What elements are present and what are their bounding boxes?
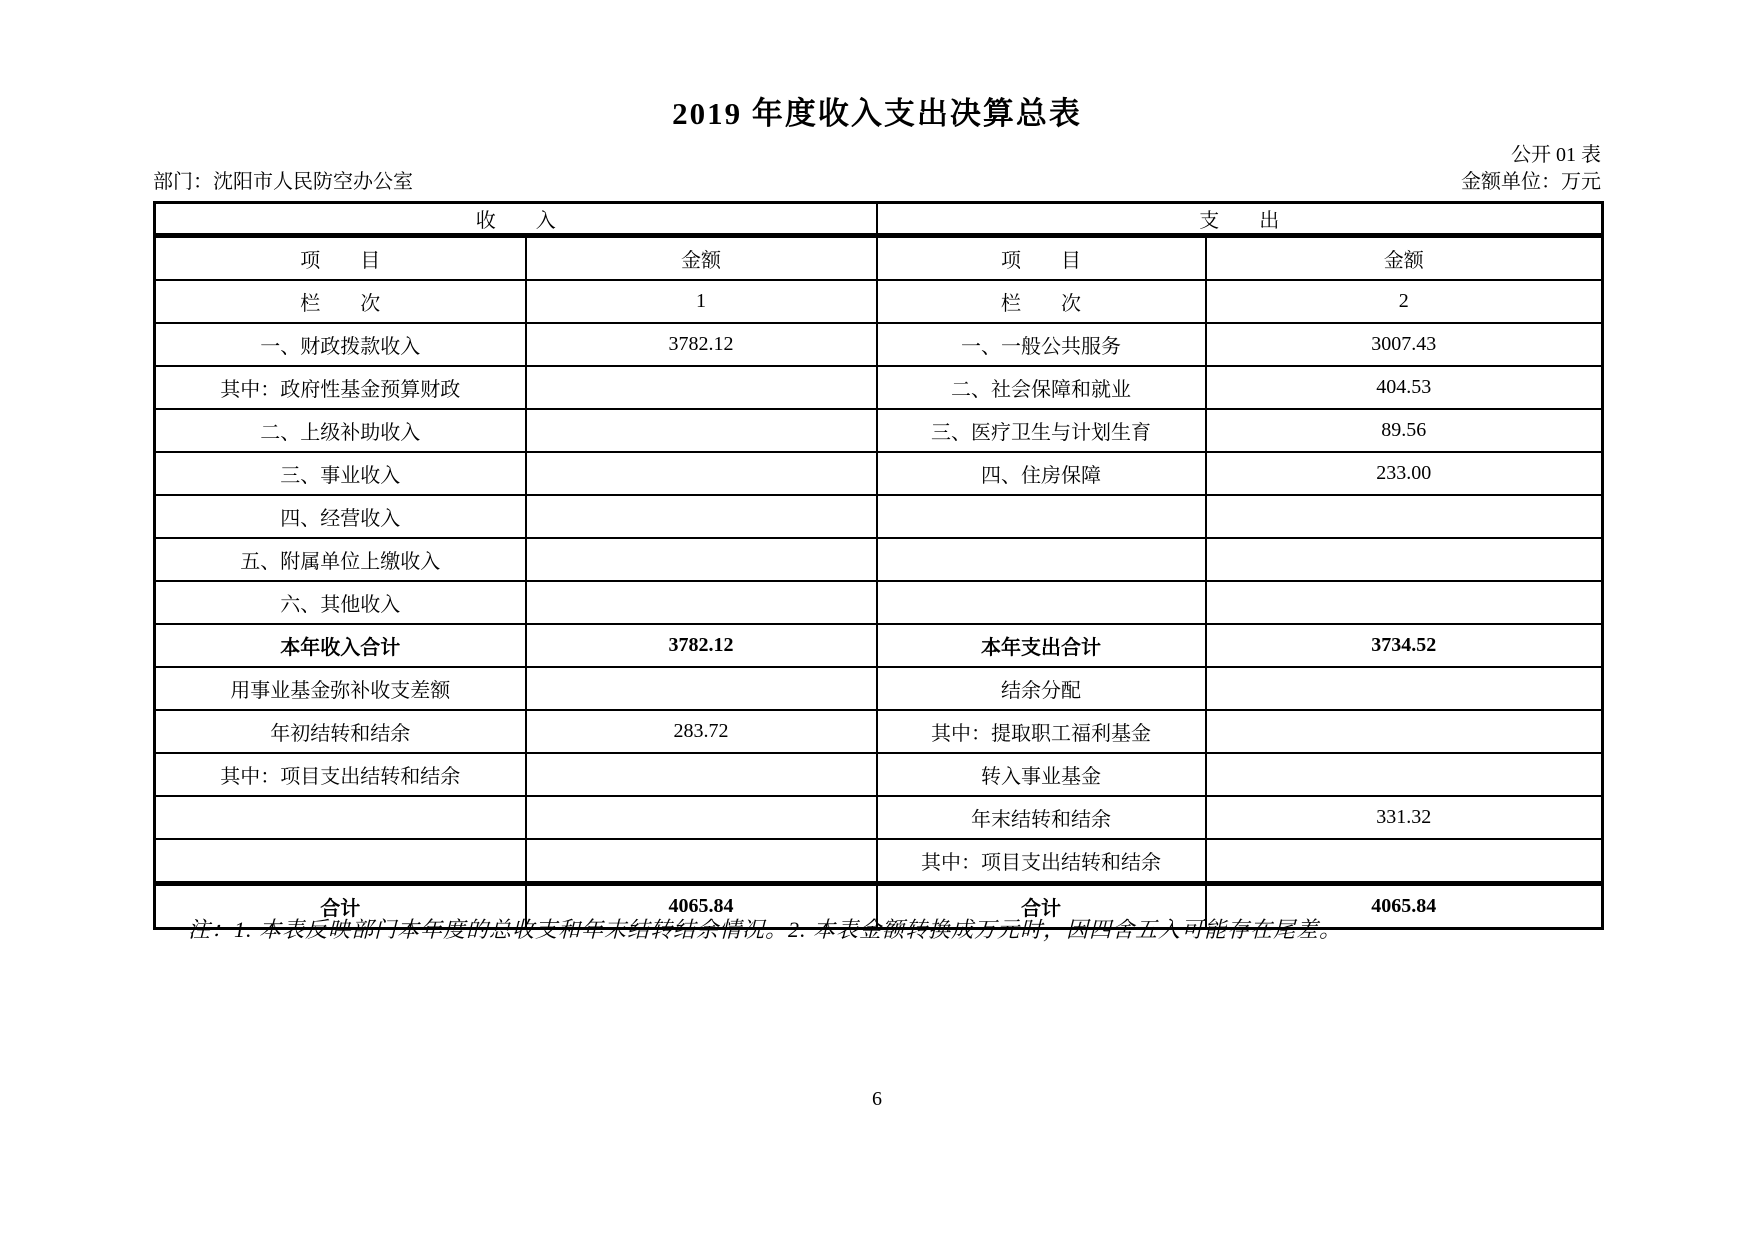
income-item-cell [155, 839, 526, 884]
expense-item-header: 项 目 [877, 236, 1206, 281]
expense-amount-cell: 2 [1206, 280, 1603, 323]
expense-item-cell: 三、医疗卫生与计划生育 [877, 409, 1206, 452]
table-row [155, 667, 1603, 710]
income-amount-cell [526, 839, 877, 884]
income-item-cell: 四、经营收入 [155, 495, 526, 538]
table-row [155, 839, 1603, 884]
income-amount-cell [526, 366, 877, 409]
table-row [155, 710, 1603, 753]
expense-item-cell: 栏 次 [877, 280, 1206, 323]
page-title: 2019 年度收入支出决算总表 [672, 96, 1082, 131]
income-amount-cell [526, 495, 877, 538]
table-row [155, 753, 1603, 796]
income-item-cell: 其中：项目支出结转和结余 [155, 753, 526, 796]
income-amount-cell [526, 753, 877, 796]
accounts-table [153, 201, 1604, 930]
meta-row [153, 165, 1601, 194]
unit-label: 金额单位：万元 [1461, 171, 1601, 193]
income-amount-cell: 3782.12 [526, 323, 877, 366]
subtotal-row [155, 624, 1603, 667]
expense-amount-cell [1206, 839, 1603, 884]
column-header-row [155, 236, 1603, 281]
expense-item-cell [877, 581, 1206, 624]
expense-amount-cell: 3734.52 [1206, 624, 1603, 667]
income-item-cell: 用事业基金弥补收支差额 [155, 667, 526, 710]
table-row [155, 495, 1603, 538]
table-row [155, 280, 1603, 323]
footnote: 注：1. 本表反映部门本年度的总收支和年末结转结余情况。2. 本表金额转换成万元时，因四舍五入可能存在尾差。 [188, 917, 1343, 942]
table-row [155, 581, 1603, 624]
income-amount-cell: 3782.12 [526, 624, 877, 667]
expense-item-cell: 四、住房保障 [877, 452, 1206, 495]
income-amount-cell: 1 [526, 280, 877, 323]
expense-amount-cell [1206, 581, 1603, 624]
expense-amount-cell: 233.00 [1206, 452, 1603, 495]
income-amount-cell [526, 581, 877, 624]
expense-amount-cell [1206, 667, 1603, 710]
expense-section-header: 支 出 [877, 203, 1603, 236]
table-row [155, 366, 1603, 409]
expense-item-cell: 二、社会保障和就业 [877, 366, 1206, 409]
expense-item-cell [877, 538, 1206, 581]
expense-amount-header: 金额 [1206, 236, 1603, 281]
expense-amount-cell [1206, 753, 1603, 796]
page-number: 6 [872, 1088, 882, 1110]
expense-item-cell: 合计 [877, 884, 1206, 929]
income-item-cell: 三、事业收入 [155, 452, 526, 495]
expense-item-cell: 一、一般公共服务 [877, 323, 1206, 366]
income-item-cell: 其中：政府性基金预算财政 [155, 366, 526, 409]
expense-item-cell: 结余分配 [877, 667, 1206, 710]
income-amount-cell [526, 538, 877, 581]
table-row [155, 452, 1603, 495]
table-row [155, 796, 1603, 839]
income-item-cell: 六、其他收入 [155, 581, 526, 624]
income-item-cell: 二、上级补助收入 [155, 409, 526, 452]
table-row [155, 538, 1603, 581]
expense-amount-cell: 4065.84 [1206, 884, 1603, 929]
section-header-row [155, 203, 1603, 236]
doc-label: 公开 01 表 [1511, 144, 1601, 166]
income-amount-cell [526, 796, 877, 839]
expense-amount-cell: 331.32 [1206, 796, 1603, 839]
expense-amount-cell: 89.56 [1206, 409, 1603, 452]
income-section-header: 收 入 [155, 203, 877, 236]
expense-item-cell: 其中：提取职工福利基金 [877, 710, 1206, 753]
income-item-cell: 本年收入合计 [155, 624, 526, 667]
department-label: 部门：沈阳市人民防空办公室 [153, 171, 413, 193]
expense-item-cell: 转入事业基金 [877, 753, 1206, 796]
income-amount-cell: 283.72 [526, 710, 877, 753]
income-item-header: 项 目 [155, 236, 526, 281]
expense-item-cell: 其中：项目支出结转和结余 [877, 839, 1206, 884]
income-amount-cell [526, 667, 877, 710]
table-row [155, 409, 1603, 452]
expense-amount-cell: 404.53 [1206, 366, 1603, 409]
expense-item-cell [877, 495, 1206, 538]
income-amount-header: 金额 [526, 236, 877, 281]
income-amount-cell [526, 409, 877, 452]
expense-amount-cell: 3007.43 [1206, 323, 1603, 366]
expense-amount-cell [1206, 710, 1603, 753]
expense-item-cell: 本年支出合计 [877, 624, 1206, 667]
income-item-cell: 栏 次 [155, 280, 526, 323]
expense-item-cell: 年末结转和结余 [877, 796, 1206, 839]
income-amount-cell [526, 452, 877, 495]
income-item-cell: 一、财政拨款收入 [155, 323, 526, 366]
expense-amount-cell [1206, 495, 1603, 538]
table-row [155, 323, 1603, 366]
expense-amount-cell [1206, 538, 1603, 581]
income-item-cell [155, 796, 526, 839]
income-item-cell: 五、附属单位上缴收入 [155, 538, 526, 581]
income-item-cell: 年初结转和结余 [155, 710, 526, 753]
income-item-cell: 合计 [155, 884, 526, 929]
income-amount-cell: 4065.84 [526, 884, 877, 929]
